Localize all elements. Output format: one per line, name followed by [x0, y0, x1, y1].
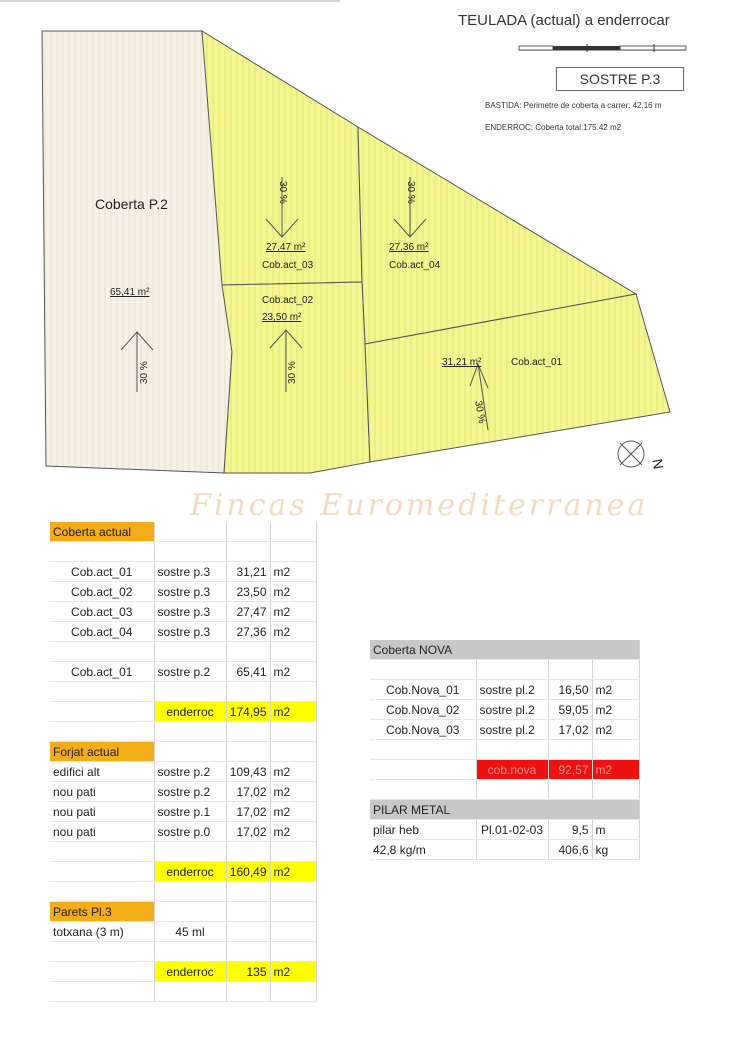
table-row: totxana (3 m) 45 ml: [50, 922, 316, 942]
parets-total-label: enderroc: [154, 962, 226, 982]
table-row: [370, 780, 639, 800]
table-row: [370, 660, 639, 680]
table-row: Cob.Nova_01 sostre pl.2 16,50 m2: [370, 680, 639, 700]
zone-p2-name: Coberta P.2: [95, 196, 168, 212]
table-row: enderroc 135 m2: [50, 962, 316, 982]
north-label: N: [649, 457, 667, 471]
table-row: edifici alt sostre p.2 109,43 m2: [50, 762, 316, 782]
table-row: [370, 740, 639, 760]
table-row: [50, 882, 316, 902]
table-row: [50, 642, 316, 662]
zone-04-slope: 30 %: [405, 181, 416, 204]
table-row: [50, 742, 316, 762]
zone-04-name: Cob.act_04: [389, 260, 441, 271]
left-table: [50, 522, 317, 1002]
table-row: cob.nova 92,57 m2: [370, 760, 639, 780]
table-row: [50, 942, 316, 962]
table-row: [50, 902, 316, 922]
zone-02-name: Cob.act_02: [262, 295, 314, 306]
table-row: 42,8 kg/m 406,6 kg: [370, 840, 639, 860]
table-row: Cob.act_03 sostre p.3 27,47 m2: [50, 602, 316, 622]
zone-p2-slope: 30 %: [139, 361, 150, 384]
forjat-total-label: enderroc: [154, 862, 226, 882]
coberta-total-value: 174,95: [226, 702, 270, 722]
note-enderroc: ENDERROC: Coberta total:175.42 m2: [485, 123, 622, 132]
zone-p2-area: 65,41 m²: [110, 287, 150, 298]
zone-04-area: 27,36 m²: [389, 242, 429, 253]
table-row: nou pati sostre p.0 17,02 m2: [50, 822, 316, 842]
table-row: [50, 542, 316, 562]
watermark-logo: Fincas Euromediterranea: [190, 488, 649, 523]
forjat-total-value: 160,49: [226, 862, 270, 882]
pilar-metal-header: PILAR METAL: [370, 800, 639, 820]
forjat-actual-header: Forjat actual: [50, 742, 154, 762]
table-row: [50, 722, 316, 742]
table-row: [50, 982, 316, 1002]
table-row: Cob.Nova_02 sostre pl.2 59,05 m2: [370, 700, 639, 720]
table-row: nou pati sostre p.2 17,02 m2: [50, 782, 316, 802]
coberta-total-label: enderroc: [154, 702, 226, 722]
table-row: Cob.act_02 sostre p.3 23,50 m2: [50, 582, 316, 602]
table-row: enderroc 160,49 m2: [50, 862, 316, 882]
parets-header: Parets Pl.3: [50, 902, 154, 922]
table-row: Cob.act_04 sostre p.3 27,36 m2: [50, 622, 316, 642]
note-bastida: BASTIDA: Perimetre de coberta a carrer: 42.16 m: [485, 101, 662, 110]
zone-01-area: 31,21 m²: [442, 357, 482, 368]
north-compass-icon: [618, 441, 644, 467]
zone-coberta-p2: [42, 31, 232, 473]
zone-02-slope: 30 %: [287, 361, 298, 384]
zone-02-area: 23,50 m²: [262, 312, 302, 323]
zone-03-name: Cob.act_03: [262, 260, 314, 271]
coberta-nova-header: Coberta NOVA: [370, 640, 639, 660]
table-row: Cob.act_01 sostre p.3 31,21 m2: [50, 562, 316, 582]
coberta-actual-header: Coberta actual: [50, 522, 154, 542]
table-row: Cob.act_01 sostre p.2 65,41 m2: [50, 662, 316, 682]
zone-03-slope: 30 %: [277, 181, 288, 204]
drawing-title: TEULADA (actual) a enderrocar: [458, 12, 670, 29]
table-row: [50, 522, 316, 542]
table-row: [50, 682, 316, 702]
scale-bar: [519, 44, 686, 52]
right-table: [370, 640, 640, 860]
zone-01-name: Cob.act_01: [511, 357, 563, 368]
zone-01-slope: 30 %: [472, 400, 487, 425]
table-row: enderroc 174,95 m2: [50, 702, 316, 722]
table-row: Cob.Nova_03 sostre pl.2 17,02 m2: [370, 720, 639, 740]
parets-total-value: 135: [226, 962, 270, 982]
table-row: nou pati sostre p.1 17,02 m2: [50, 802, 316, 822]
table-row: [50, 842, 316, 862]
table-row: [370, 800, 639, 820]
nova-total-value: 92,57: [548, 760, 592, 780]
table-row: [370, 640, 639, 660]
sostre-box: SOSTRE P.3: [556, 67, 684, 91]
nova-total-label: cob.nova: [476, 760, 548, 780]
table-row: pilar heb Pl.01-02-03 9,5 m: [370, 820, 639, 840]
zone-03-area: 27,47 m²: [266, 242, 306, 253]
